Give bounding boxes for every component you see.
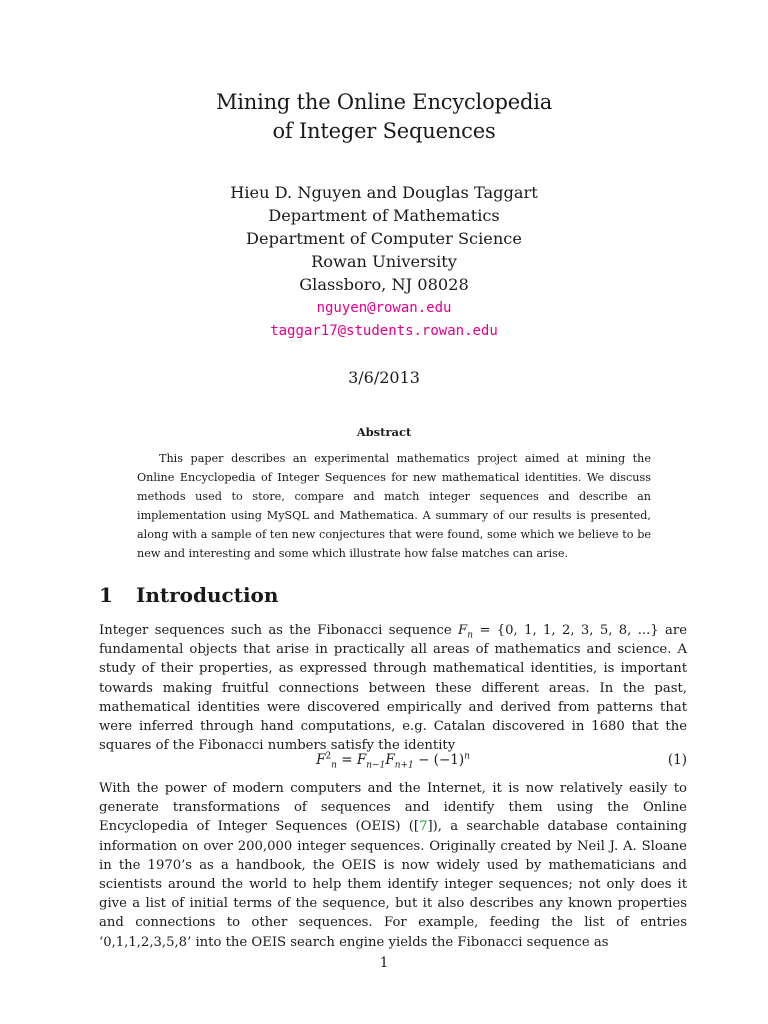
abstract-heading: Abstract xyxy=(356,425,412,439)
formula-subscript: n xyxy=(467,630,473,641)
formula-set: = {0, 1, 1, 2, 3, 5, 8, ...} xyxy=(473,623,659,638)
equation-body xyxy=(99,751,687,771)
author-email-2[interactable]: taggar17@students.rowan.edu xyxy=(270,323,498,339)
paper-date: 3/6/2013 xyxy=(348,368,420,387)
equation-lhs: F xyxy=(316,752,326,768)
page-number: 1 xyxy=(379,955,389,971)
intro-paragraph-1 xyxy=(99,621,687,755)
equation-1 xyxy=(99,750,687,772)
author-department-1: Department of Mathematics xyxy=(268,206,500,225)
equation-term-2-subscript: n+1 xyxy=(394,760,414,771)
section-title: Introduction xyxy=(136,583,279,607)
paragraph-text: are fundamental objects that arise in practically all areas of mathematics and science. A study of their properties, as expressed through mathematical identities, is important towards making fruitful connections between these different areas. In the past, mathematical identities were discovered empirically and derived from patterns that were inferred through hand computations, e.g. Catalan discovered in 1680 that the squares of the Fibonacci numbers satisfy the identity xyxy=(99,623,687,754)
equation-lhs-subscript: n xyxy=(331,760,337,771)
equation-term-1-subscript: n−1 xyxy=(366,760,386,771)
equation-term-1: F xyxy=(356,752,367,768)
formula-variable: F xyxy=(458,623,468,638)
author-university: Rowan University xyxy=(311,252,457,271)
equation-term-2: F xyxy=(385,752,395,768)
equation-equals: = xyxy=(336,752,357,768)
abstract-body xyxy=(137,449,651,563)
author-department-2: Department of Computer Science xyxy=(246,229,522,248)
equation-number: (1) xyxy=(667,752,687,768)
abstract-text: This paper describes an experimental mathematics project aimed at mining the Online Encyclopedia of Integer Sequences for new mathematical identities. We discuss methods used to store, compare and match integer sequences and describe an implementation using MySQL and Mathematica. A summary of our results is presented, along with a sample of ten new conjectures that were found, some which we believe to be new and interesting and some which illustrate how false matches can arise. xyxy=(137,452,651,560)
paper-title-line-2: of Integer Sequences xyxy=(272,119,496,143)
author-names: Hieu D. Nguyen and Douglas Taggart xyxy=(230,183,538,202)
section-heading xyxy=(99,580,278,610)
paper-title-line-1: Mining the Online Encyclopedia xyxy=(215,90,553,114)
equation-lhs-power: 2 xyxy=(325,751,332,762)
paragraph-text: With the power of modern computers and the Internet, it is now relatively easily to generate transformations of sequences and identify them using the Online Encyclopedia of Integer Sequences (OEIS) ([ xyxy=(99,781,687,835)
intro-paragraph-2 xyxy=(99,779,687,952)
paragraph-text: Integer sequences such as the Fibonacci sequence xyxy=(99,623,459,638)
paragraph-text: ]), a searchable database containing information on over 200,000 integer sequences. Originally created by Neil J. A. Sloane in the 1970’s as a handbook, the OEIS is now widely used by mathematicians and scientists around the world to help them identify integer sequences; not only does it give a list of initial terms of the sequence, but it also describes any known properties and connections to other sequences. For example, feeding the list of entries ‘0,1,1,2,3,5,8’ into the OEIS search engine yields the Fibonacci sequence as xyxy=(99,819,687,950)
author-location: Glassboro, NJ 08028 xyxy=(299,275,469,294)
equation-minus: − (−1) xyxy=(413,752,465,768)
author-email-1[interactable]: nguyen@rowan.edu xyxy=(316,300,452,316)
equation-power: n xyxy=(464,751,470,762)
section-number: 1 xyxy=(99,583,113,607)
citation-link[interactable]: 7 xyxy=(419,819,428,835)
